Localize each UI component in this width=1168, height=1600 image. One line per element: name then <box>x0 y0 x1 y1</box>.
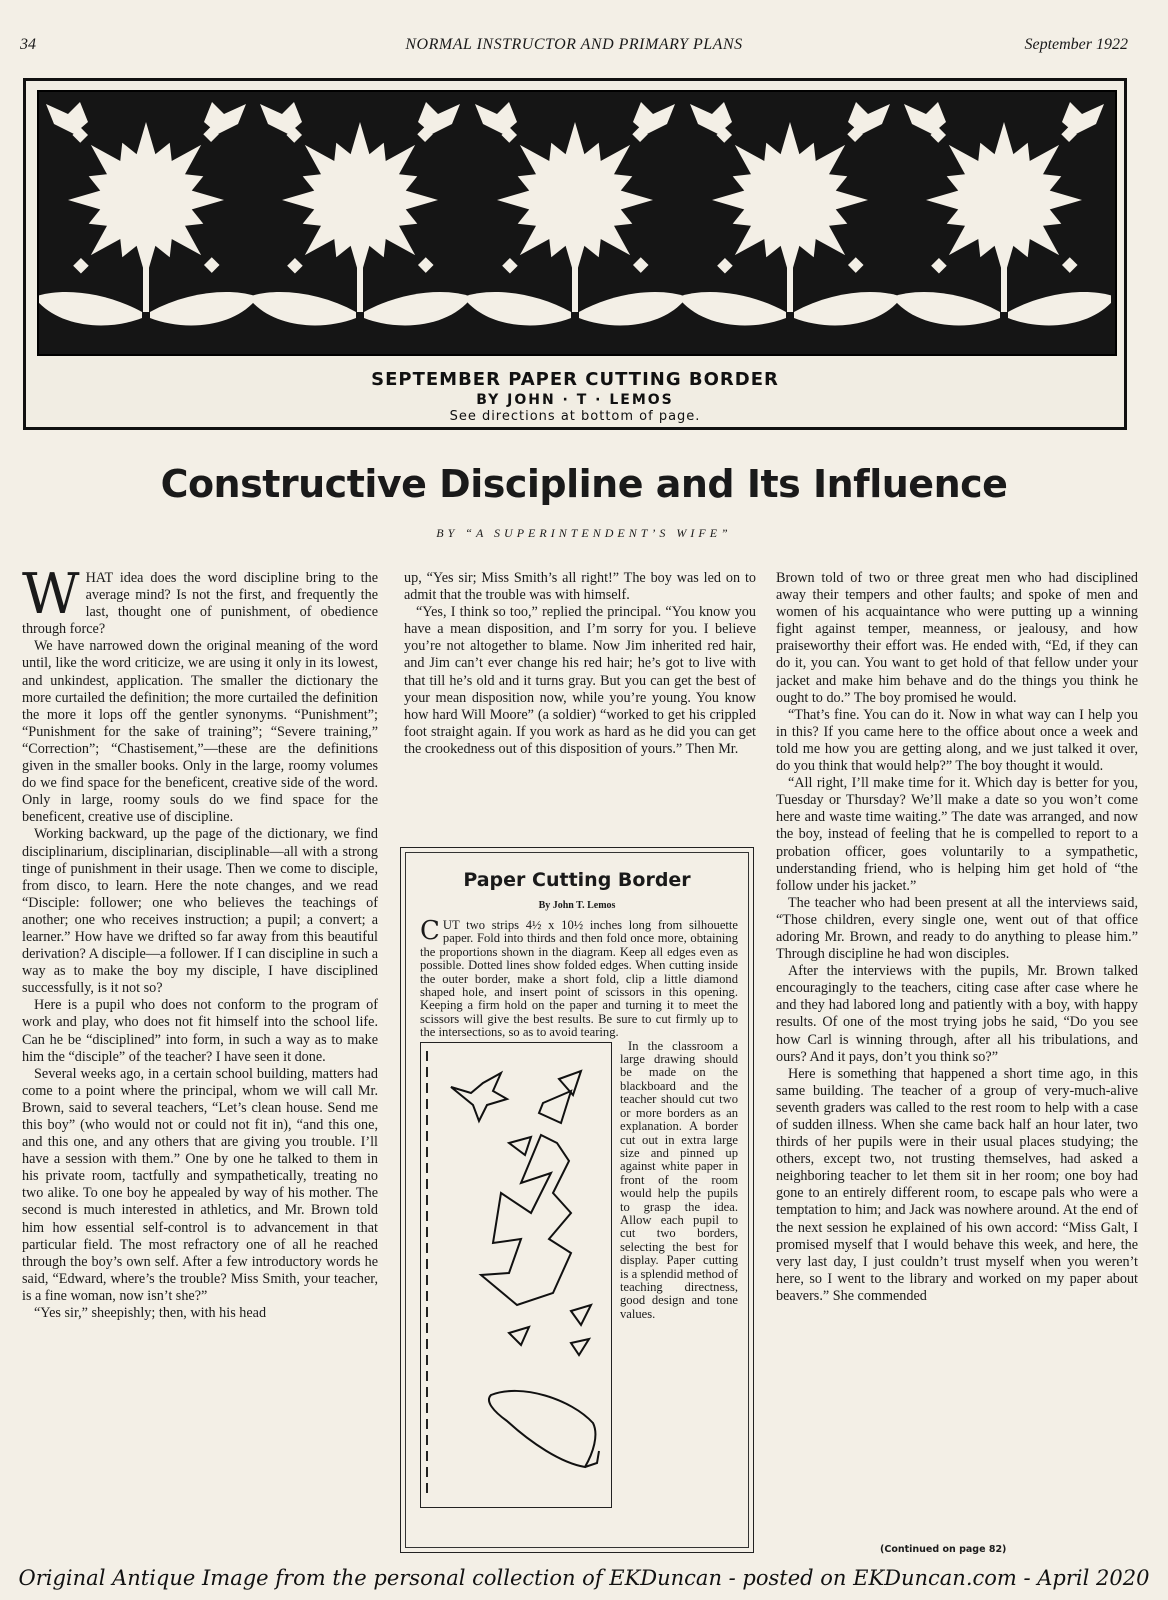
paragraph: WHAT idea does the word discipline bring to the average mind? Is not the first, and frequently the last, thought one of punishment, of obedience through force? <box>22 570 378 638</box>
paragraph: Brown told of two or three great men who had disciplined away their tempers and other faults; and spoke of men and women of his acquaintance who were putting up a winning fight against temper, meanness, or jealousy, and how praiseworthy their effort was. He ended with, “Ed, if they can do it, you can. You want to get hold of that fellow under your jacket and make him behave and do the things you think he ought to do.” The boy promised he would. <box>776 570 1138 706</box>
sidebar-paragraph: In the classroom a large drawing should be made on the blackboard and the teacher should cut two or more borders as an explanation. A border cut out in extra large size and pinned up against white paper in front of the room would help the pupils to grasp the idea. Allow each pupil to cut two borders, selecting the best for display. Paper cutting is a splendid method of teaching directness, good design and tone values. <box>620 1038 738 1321</box>
paragraph: Working backward, up the page of the dictionary, we find disciplinarium, disciplinarian, disciplinable—all with a strong tinge of punishment in their usage. Then we come to disciple, from disco, to learn. Here the note changes, and we read “Disciple: follower; one who believes the teachings of another; one who receives instruction; a pupil; a convert; a learner.” How have we drifted so far away from this beautiful derivation? A disciple—a follower. If I can discipline in such a way as to make the boy my disciple, I have disciplined successfully, is it not so? <box>22 826 378 997</box>
sidebar-frame <box>405 852 749 1548</box>
article-column-2 <box>404 570 756 830</box>
sidebar-text <box>420 916 738 1510</box>
page-header <box>20 32 1128 60</box>
continued-note: (Continued on page 82) <box>880 1544 1007 1555</box>
border-caption-note: See directions at bottom of page. <box>449 409 701 424</box>
paragraph: “Yes sir,” sheepishly; then, with his head <box>34 1305 267 1322</box>
paragraph: The teacher who had been present at all the interviews said, “Those children, every single one, went out of that office adoring Mr. Brown, and ready to do anything to please him.” Through discipline he had won disciples. <box>776 894 1138 963</box>
paragraph: Several weeks ago, in a certain school building, matters had come to a point where the principal, whom we will call Mr. Brown, said to several teachers, “Let’s clean house. Send me this boy” (who would not or could not fit in), “and this one, and this one, and any others that are giving you trouble. I’ll have a session with them.” One by one he talked to them in his private room, tactfully and sympathetically, treating no two alike. To one boy he appealed by way of his mother. The second is much interested in athletics, and Mr. Brown told him how essential self-control is to advancement in that particular field. The most refractory one of all he reached through the boy’s own self. After a few introductory words he said, “Edward, where’s the trouble? Miss Smith, your teacher, is a fine woman, now isn’t she?” <box>22 1065 378 1304</box>
paragraph: “Yes, I think so too,” replied the principal. “You know you have a mean disposition, and I’m sorry for you. I believe you’re not altogether to blame. Now Jim inherited red hair, and Jim can’t ever change his red hair; he’s got to live with that till he’s old and it turns gray. But you can get the best of your mean disposition now, while you’re young. You know how hard Will Moore” (a soldier) “worked to get his crippled foot straight again. If you work as hard as he did you can get the crookedness out of this disposition of yours.” Then Mr. <box>404 604 756 757</box>
issue-date: September 1922 <box>1024 36 1128 53</box>
sidebar-drop-cap: C <box>420 916 440 946</box>
paragraph: “All right, I’ll make time for it. Which day is better for you, Tuesday or Thursday? We’ll make a date so you won’t come here and waste time waiting.” The date was arranged, and now the boy, instead of feeling that he is compelled to report to a probation officer, goes voluntarily to a sympathetic, understanding friend, who is helping him get hold of “the follow under his jacket.” <box>776 775 1138 894</box>
paragraph: After the interviews with the pupils, Mr. Brown talked encouragingly to the teachers, citing case after case where he and they had labored long and patiently with a boy, with happy results. Of one of the most trying jobs he said, “Do you see how Carl is winning through, after all his tribulations, and ours? And it pays, don’t you think so?” <box>776 963 1138 1065</box>
paragraph: We have narrowed down the original meaning of the word until, like the word criticize, we are using it only in its lowest, and unkindest, application. The smaller the dictionary the more curtailed the definition; the more curtailed the definition the more it lops off the gentler synonyms. “Punishment”; “Punishment for the sake of training”; “Severe training,” “Correction”; “Chastisement,”—these are the definitions given in the smaller books. Only in the large, roomy volumes do we find space for the beneficent, creative side of the word. Only in large, roomy souls do we find space for the beneficent, creative use of discipline. <box>22 638 378 826</box>
paragraph: “That’s fine. You can do it. Now in what way can I help you in this? If you came here to the office about once a week and told me how you are getting along, and we just talked it over, do you think that would help?” The boy thought it would. <box>776 706 1138 775</box>
magazine-title: NORMAL INSTRUCTOR AND PRIMARY PLANS <box>405 36 743 53</box>
paragraph: up, “Yes sir; Miss Smith’s all right!” The boy was led on to admit that the trouble was with himself. <box>404 570 756 604</box>
paper-cutting-border-illustration <box>23 78 1127 430</box>
folding-diagram-svg <box>421 1043 610 1506</box>
article-title: Constructive Discipline and Its Influence <box>160 462 1008 506</box>
article-column-1 <box>22 570 378 1570</box>
silhouette-border-art <box>37 90 1117 356</box>
border-caption <box>26 369 1124 424</box>
paper-cutting-sidebar <box>400 847 754 1553</box>
sidebar-paragraph: C UT two strips 4½ x 10½ inches long from silhouette paper. Fold into thirds and then fold once more, obtaining the proportions shown in the diagram. Keep all edges even as possible. Dotted lines show folded edges. When cutting inside the outer border, make a short fold, clip a little diamond shaped hole, and insert point of scissors in this opening. Keeping a firm hold on the paper and turning it to meet the scissors will give the best results. Be sure to cut firmly up to the intersections, so as to avoid tearing. <box>420 916 738 1040</box>
collection-watermark: Original Antique Image from the personal collection of EKDuncan - posted on EKDuncan.com - April 2020 <box>18 1566 1150 1590</box>
article-byline: BY “A SUPERINTENDENT’S WIFE” <box>436 526 732 540</box>
paragraph: Here is a pupil who does not conform to the program of work and play, who does not fit himself into the school life. Can he be “disciplined” into form, in such a way as to make him the “disciple” of the teacher? I have seen it done. <box>22 997 378 1065</box>
sidebar-title: Paper Cutting Border <box>463 869 691 891</box>
border-caption-title: SEPTEMBER PAPER CUTTING BORDER <box>371 369 779 390</box>
article-column-3 <box>776 570 1138 1530</box>
paragraph: Here is something that happened a short time ago, in this same building. The teacher of a group of very-much-alive seventh graders was called to the rest room to help with a case of sudden illness. When she came back half an hour later, two thirds of her pupils were in their usual places studying; the others, except two, not trusting themselves, had asked a neighboring teacher to let them sit in her room; one boy had gone to an entirely different room, to escape pals who were a temptation to him; and Jack was nowhere around. At the end of the next session he explained of his own accord: “Miss Galt, I promised myself that I would behave this week, and here, the very last day, I just couldn’t trust myself when you weren’t here, so I went to the library and worked on my paper about beavers.” She commended <box>776 1065 1138 1304</box>
sidebar-byline: By John T. Lemos <box>538 900 616 911</box>
page-number: 34 <box>20 36 36 53</box>
drop-cap: W <box>22 570 80 627</box>
border-caption-author: BY JOHN · T · LEMOS <box>476 392 674 408</box>
folding-diagram <box>420 1042 612 1508</box>
flower-border-svg <box>39 92 1111 350</box>
